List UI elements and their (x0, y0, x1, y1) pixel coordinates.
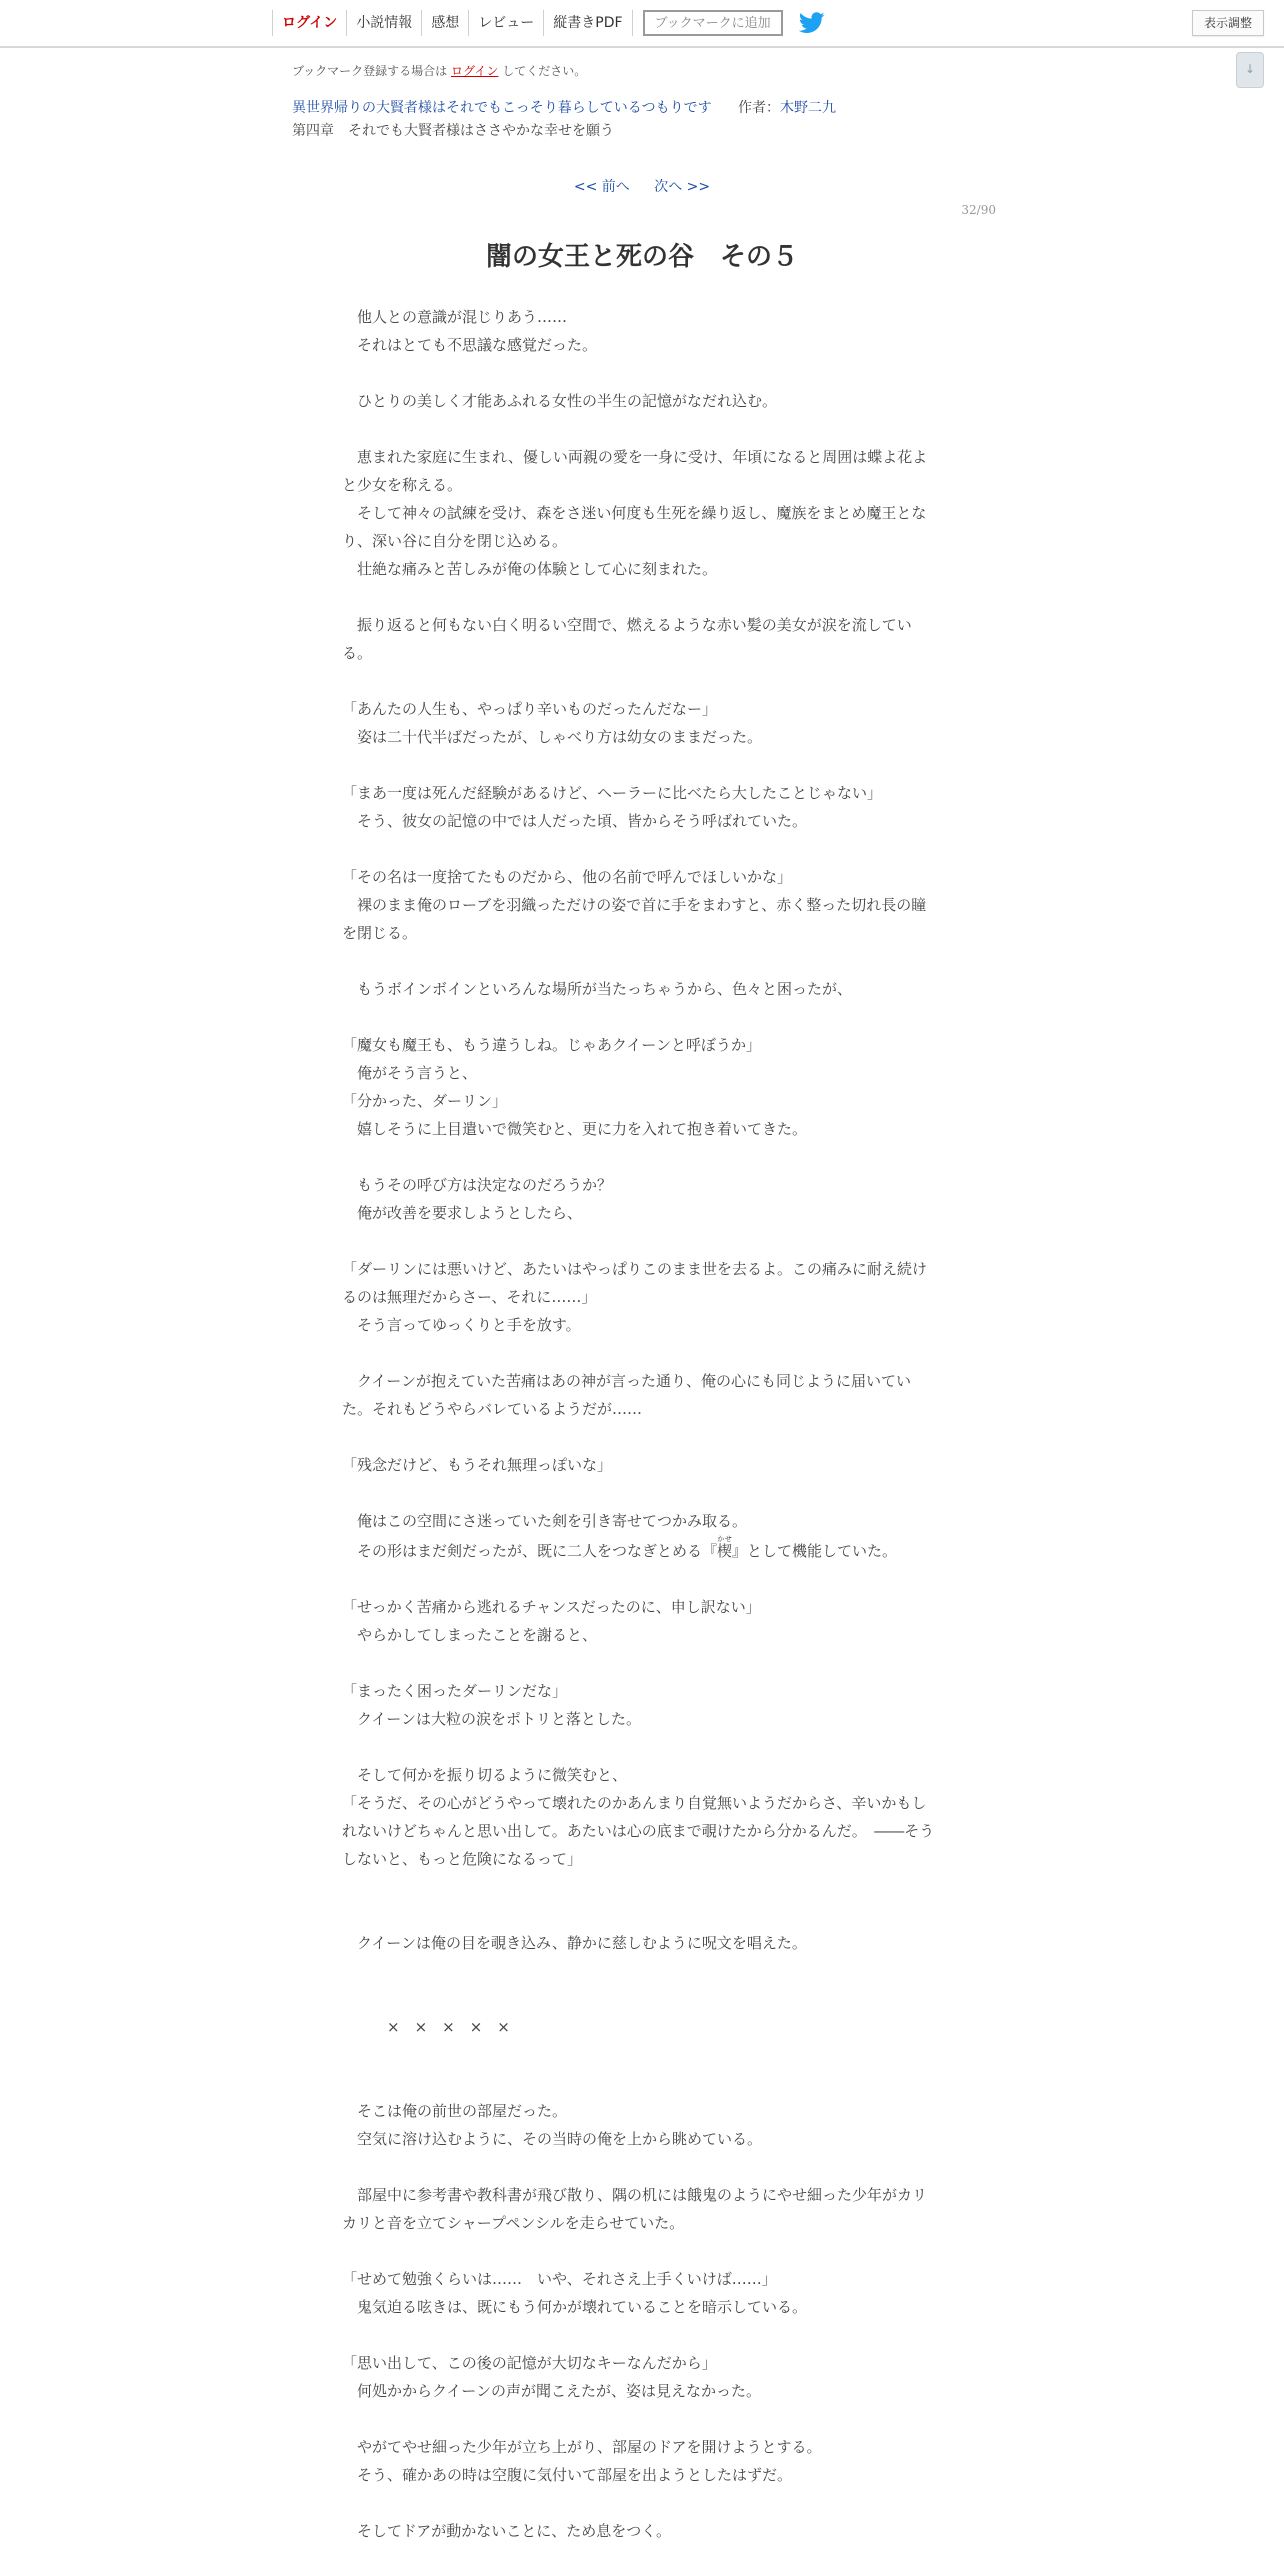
blank-line (342, 2237, 937, 2265)
body-line: ひとりの美しく才能あふれる女性の半生の記憶がなだれ込む。 (357, 392, 778, 410)
blank-line (342, 1957, 937, 2013)
blank-line (342, 947, 937, 975)
body-line: 俺がそう言うと、 (357, 1064, 478, 1082)
body-line: 「まあ一度は死んだ経験があるけど、ヘーラーに比べたら大したことじゃない」 (342, 784, 883, 802)
blank-line (342, 1733, 937, 1761)
login-hint-pre: ブックマーク登録する場合は (292, 64, 448, 78)
blank-line (342, 2041, 937, 2097)
body-line: そしてドアが動かないことに、ため息をつく。 (357, 2522, 671, 2540)
nav-novel-info[interactable]: 小説情報 (346, 10, 421, 36)
body-line: やがてやせ細った少年が立ち上がり、部屋のドアを開けようとする。 (357, 2438, 822, 2456)
body-line: 恵まれた家庭に生まれ、優しい両親の愛を一身に受け、年頃になると周囲は蝶よ花よと少女を称える。 (342, 448, 928, 494)
body-line: やらかしてしまったことを謝ると、 (357, 1626, 598, 1644)
prev-page-link[interactable]: << 前へ (573, 179, 630, 195)
body-line: 何処かからクイーンの声が聞こえたが、姿は見えなかった。 (357, 2382, 761, 2400)
blank-line (342, 2405, 937, 2433)
body-line: 「魔女も魔王も、もう違うしね。じゃあクイーンと呼ぼうか」 (342, 1036, 761, 1054)
body-line: 「ダーリンには悪いけど、あたいはやっぱりこのまま世を去るよ。この痛みに耐え続けるのは無理だからさー、それに……」 (342, 1260, 928, 1306)
body-line: 裸のまま俺のローブを羽織っただけの姿で首に手をまわすと、赤く整った切れ長の瞳を閉じる。 (342, 896, 927, 942)
blank-line (342, 751, 937, 779)
next-page-link[interactable]: 次へ >> (654, 179, 711, 195)
blank-line (342, 1649, 937, 1677)
body-line: 鬼気迫る呟きは、既にもう何かが壊れていることを暗示している。 (357, 2298, 808, 2316)
nav-login[interactable]: ログイン (272, 10, 346, 36)
pager (0, 176, 1284, 196)
page-indicator: 32/90 (961, 203, 996, 217)
add-bookmark-button[interactable]: ブックマークに追加 (643, 10, 783, 36)
blank-line (342, 2321, 937, 2349)
body-line: 姿は二十代半ばだったが、しゃべり方は幼女のままだった。 (357, 728, 763, 746)
blank-line (342, 1143, 937, 1171)
body-line: 他人との意識が混じりあう…… (357, 308, 568, 326)
display-settings-button[interactable]: 表示調整 (1192, 10, 1264, 36)
novel-body (342, 303, 937, 2545)
body-line: 壮絶な痛みと苦しみが俺の体験として心に刻まれた。 (357, 560, 718, 578)
body-line: 振り返ると何もない白く明るい空間で、燃えるような赤い髪の美女が涙を流している。 (342, 616, 912, 662)
login-hint (292, 62, 586, 79)
body-line: それはとても不思議な感覚だった。 (357, 336, 598, 354)
body-line: もうその呼び方は決定なのだろうか？ (357, 1176, 613, 1194)
blank-line (342, 1339, 937, 1367)
top-header (0, 0, 1284, 48)
blank-line (342, 1227, 937, 1255)
body-line: 部屋中に参考書や教科書が飛び散り、隅の机には餓鬼のようにやせ細った少年がカリカリと音を立てシャープペンシルを走らせていた。 (342, 2186, 928, 2232)
novel-title-link[interactable]: 異世界帰りの大賢者様はそれでもこっそり暮らしているつもりです (292, 100, 712, 116)
blank-line (342, 1003, 937, 1031)
top-nav (272, 0, 825, 46)
body-line: 「せっかく苦痛から逃れるチャンスだったのに、申し訳ない」 (342, 1598, 761, 1616)
body-line: 俺が改善を要求しようとしたら、 (357, 1204, 583, 1222)
body-line: 「そうだ、その心がどうやって壊れたのかあんまり自覚無いようだからさ、辛いかもしれないけどちゃんと思い出して。あたいは心の底まで覗けたから分かるんだ。 ――そうしないと、もっと危険になるって」 (342, 1794, 935, 1868)
blank-line (342, 1423, 937, 1451)
body-line: そう、確かあの時は空腹に気付いて部屋を出ようとしたはずだ。 (357, 2466, 793, 2484)
body-line: そこは俺の前世の部屋だった。 (357, 2102, 568, 2120)
body-line: 「残念だけど、もうそれ無理っぽいな」 (342, 1456, 613, 1474)
series-line (292, 97, 836, 117)
blank-line (342, 415, 937, 443)
author-label: 作者： (738, 100, 781, 116)
episode-title: 闇の女王と死の谷 その５ (485, 242, 798, 272)
body-line: その形はまだ剣だったが、既に二人をつなぎとめる『楔かせ』として機能していた。 (357, 1535, 898, 1560)
body-line: 空気に溶け込むように、その当時の俺を上から眺めている。 (357, 2130, 763, 2148)
body-line: もうボインボインといろんな場所が当たっちゃうから、色々と困ったが、 (357, 980, 853, 998)
body-line: 「分かった、ダーリン」 (342, 1092, 508, 1110)
blank-line (342, 1565, 937, 1593)
body-line: そう言ってゆっくりと手を放す。 (357, 1316, 581, 1334)
body-line: そして何かを振り切るように微笑むと、 (357, 1766, 628, 1784)
nav-impressions[interactable]: 感想 (421, 10, 468, 36)
blank-line (342, 359, 937, 387)
blank-line (342, 1873, 937, 1929)
ruby-annotation: 楔かせ (717, 1535, 733, 1560)
body-line: そう、彼女の記憶の中では人だった頃、皆からそう呼ばれていた。 (357, 812, 808, 830)
body-line: クイーンは俺の目を覗き込み、静かに慈しむように呪文を唱えた。 (357, 1934, 807, 1952)
body-line: そして神々の試練を受け、森をさ迷い何度も生死を繰り返し、魔族をまとめ魔王となり、深い谷に自分を閉じ込める。 (342, 504, 927, 550)
body-line: 俺はこの空間にさ迷っていた剣を引き寄せてつかみ取る。 (357, 1512, 748, 1530)
body-line: 「その名は一度捨てたものだから、他の名前で呼んでほしいかな」 (342, 868, 793, 886)
nav-vertical-pdf[interactable]: 縦書きPDF (543, 10, 632, 36)
nav-review[interactable]: レビュー (468, 10, 543, 36)
blank-line (342, 583, 937, 611)
body-line: 「まったく困ったダーリンだな」 (342, 1682, 568, 1700)
blank-line (342, 2153, 937, 2181)
body-line: 「あんたの人生も、やっぱり辛いものだったんだなー」 (342, 700, 718, 718)
chapter-title: 第四章 それでも大賢者様はささやかな幸せを願う (292, 123, 614, 139)
body-line: クイーンが抱えていた苦痛はあの神が言った通り、俺の心にも同じように届いていた。それもどうやらバレているようだが…… (342, 1372, 911, 1418)
login-hint-post: してください。 (502, 64, 587, 78)
login-hint-link[interactable]: ログイン (451, 64, 499, 78)
body-line: クイーンは大粒の涙をポトリと落とした。 (357, 1710, 641, 1728)
twitter-bird-icon-graphic (799, 12, 825, 34)
down-arrow-icon[interactable]: ↓ (1236, 52, 1264, 88)
body-line: 嬉しそうに上目遣いで微笑むと、更に力を入れて抱き着いてきた。 (357, 1120, 808, 1138)
blank-line (342, 667, 937, 695)
blank-line (342, 1479, 937, 1507)
body-line: 「せめて勉強くらいは…… いや、それさえ上手くいけば……」 (342, 2270, 777, 2288)
blank-line (342, 2489, 937, 2517)
twitter-bird-icon[interactable] (799, 12, 825, 34)
body-line: 「思い出して、この後の記憶が大切なキーなんだから」 (342, 2354, 717, 2372)
blank-line (342, 835, 937, 863)
author-link[interactable]: 木野二九 (780, 100, 837, 116)
body-line: × × × × × (387, 2018, 510, 2036)
